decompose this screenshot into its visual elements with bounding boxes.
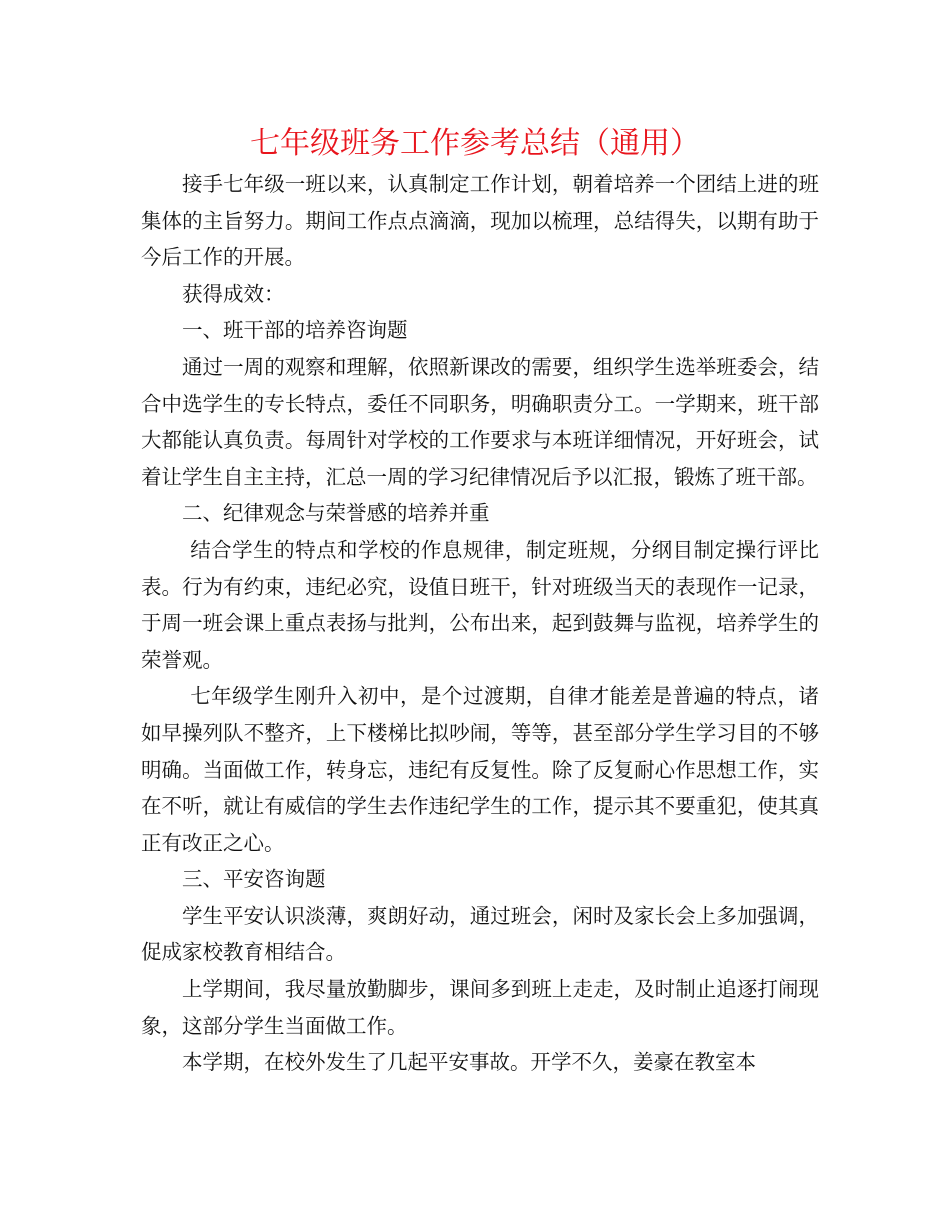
paragraph-transition: 七年级学生刚升入初中，是个过渡期，自律才能差是普遍的特点，诸如早操列队不整齐，上下楼梯比拟吵闹，等等，甚至部分学生学习目的不够明确。当面做工作，转身忘，违纪有反复性。除了反复耐心作思想工作，实在不听，就让有威信的学生去作违纪学生的工作，提示其不要重犯，使其真正有改正之心。 — [141, 684, 819, 855]
paragraph-incidents: 本学期，在校外发生了几起平安事故。开学不久，姜豪在教室本 — [182, 1050, 756, 1075]
document-body — [141, 166, 819, 1081]
paragraph-class-cadre: 通过一周的观察和理解，依照新课改的需要，组织学生选举班委会，结合中选学生的专长特点，委任不同职务，明确职责分工。一学期来，班干部大都能认真负责。每周针对学校的工作要求与本班详细情况，开好班会，试着让学生自主主持，汇总一周的学习纪律情况后予以汇报，锻炼了班干部。 — [141, 354, 819, 489]
section-heading-2: 二、纪律观念与荣誉感的培养并重 — [182, 501, 490, 526]
paragraph-intro: 接手七年级一班以来，认真制定工作计划，朝着培养一个团结上进的班集体的主旨努力。期间工作点点滴滴，现加以梳理，总结得失，以期有助于今后工作的开展。 — [141, 172, 819, 270]
section-heading-1: 一、班干部的培养咨询题 — [182, 318, 408, 343]
section-heading-3: 三、平安咨询题 — [182, 867, 326, 892]
paragraph-discipline: 结合学生的特点和学校的作息规律，制定班规，分纲目制定操行评比表。行为有约束，违纪必究，设值日班干，针对班级当天的表现作一记录，于周一班会课上重点表扬与批判，公布出来，起到鼓舞与监视，培养学生的荣誉观。 — [141, 537, 819, 672]
paragraph-safety-awareness: 学生平安认识淡薄，爽朗好动，通过班会，闲时及家长会上多加强调，促成家校教育相结合。 — [141, 903, 819, 965]
paragraph-school-hours: 上学期间，我尽量放勤脚步，课间多到班上走走，及时制止追逐打闹现象，这部分学生当面做工作。 — [141, 977, 819, 1038]
paragraph-achievements-heading: 获得成效： — [182, 281, 285, 306]
document-title: 七年级班务工作参考总结（通用） — [250, 126, 700, 161]
